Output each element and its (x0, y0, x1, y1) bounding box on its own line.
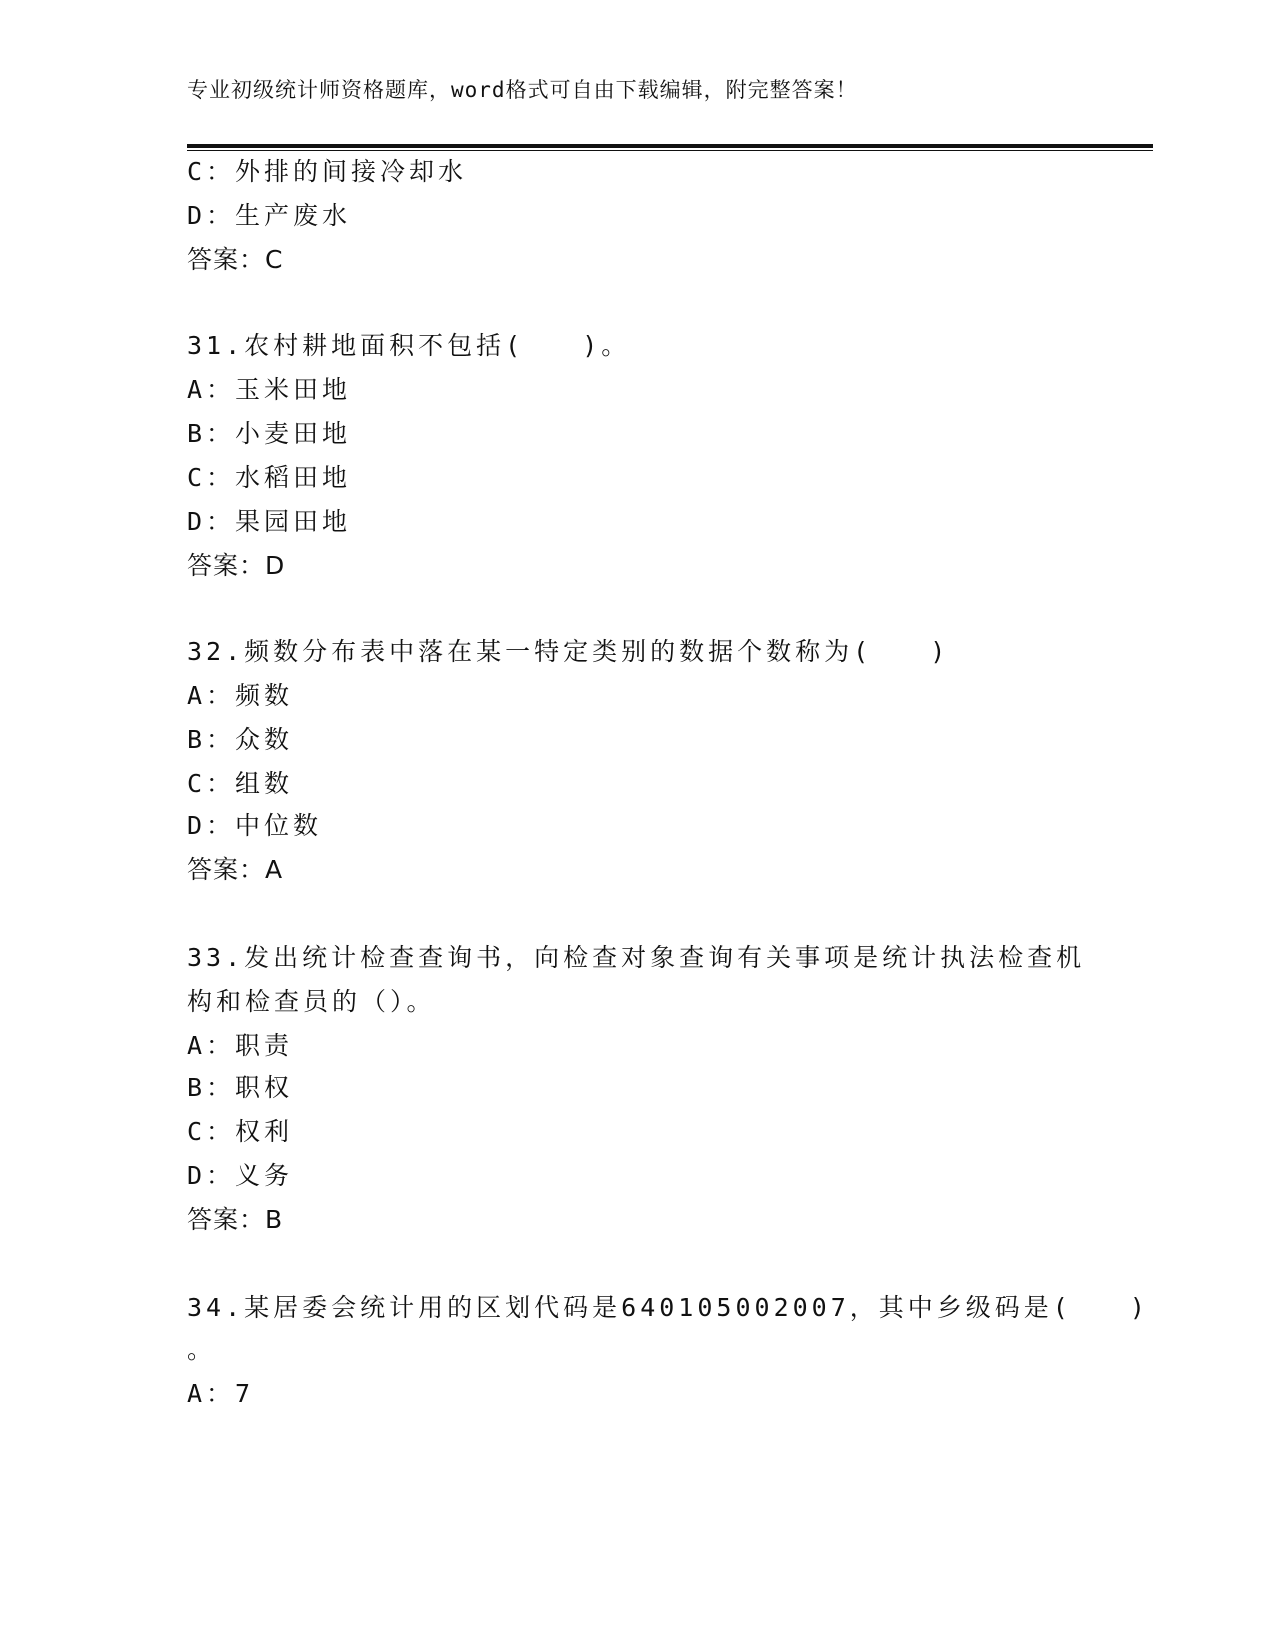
header-rule (187, 144, 1153, 151)
answer: 答案：C (187, 245, 284, 274)
option-c: C：水稻田地 (187, 463, 352, 492)
option-b: B：众数 (187, 725, 294, 754)
page-header: 专业初级统计师资格题库，word格式可自由下载编辑，附完整答案！ (187, 78, 858, 102)
option-a: A：频数 (187, 681, 294, 710)
answer: 答案：B (187, 1205, 284, 1234)
question-stem: 34.某居委会统计用的区划代码是640105002007，其中乡级码是( ) (187, 1293, 1149, 1322)
option-c: C：外排的间接冷却水 (187, 157, 468, 186)
question-stem: 33.发出统计检查查询书，向检查对象查询有关事项是统计执法检查机 (187, 943, 1086, 972)
answer: 答案：D (187, 551, 286, 580)
question-stem-continued: 。 (187, 1335, 217, 1364)
option-d: D：果园田地 (187, 507, 352, 536)
answer: 答案：A (187, 855, 284, 884)
option-d: D：中位数 (187, 811, 323, 840)
option-a: A：玉米田地 (187, 375, 352, 404)
question-stem: 32.频数分布表中落在某一特定类别的数据个数称为( ) (187, 637, 950, 666)
option-d: D：义务 (187, 1161, 294, 1190)
question-stem: 31.农村耕地面积不包括( )。 (187, 331, 631, 360)
option-d: D：生产废水 (187, 201, 352, 230)
option-c: C：组数 (187, 769, 294, 798)
option-b: B：小麦田地 (187, 419, 352, 448)
option-a: A：7 (187, 1379, 255, 1408)
option-b: B：职权 (187, 1073, 294, 1102)
option-a: A：职责 (187, 1031, 294, 1060)
question-stem-continued: 构和检查员的（）。 (187, 987, 436, 1016)
option-c: C：权利 (187, 1117, 294, 1146)
